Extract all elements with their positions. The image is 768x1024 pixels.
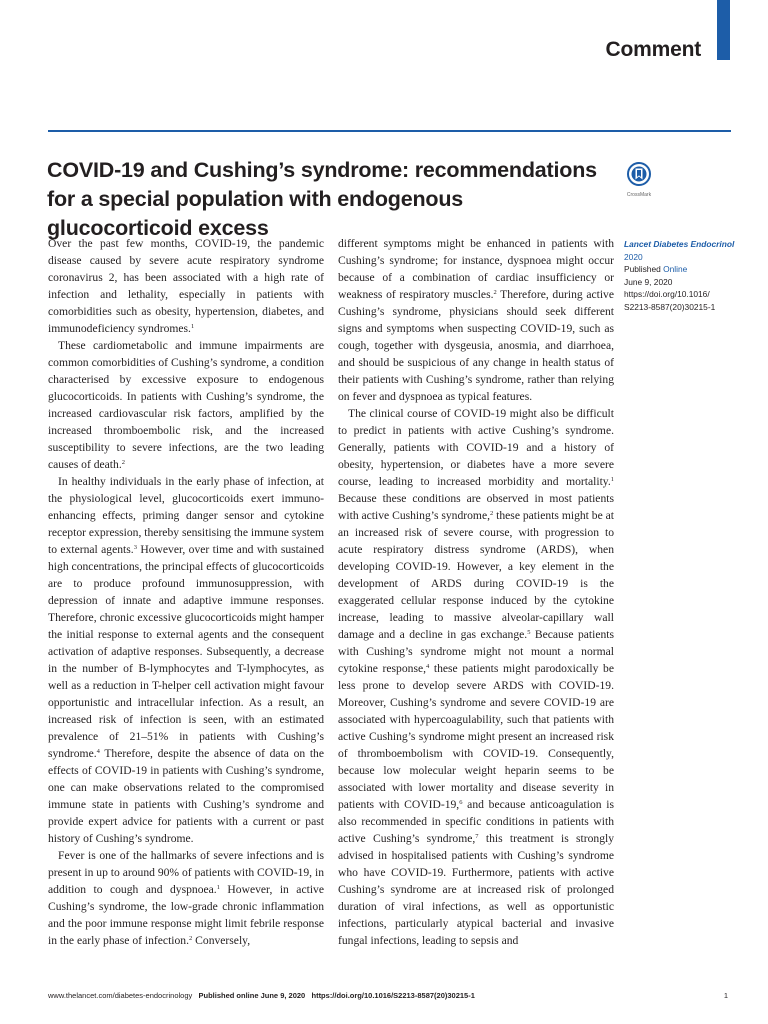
article-title: COVID-19 and Cushing’s syndrome: recommendations for a special population with endogenous glucocorticoid excess [47, 158, 597, 240]
published-prefix: Published [624, 264, 664, 274]
body-column-left [48, 235, 324, 949]
paragraph: These cardiometabolic and immune impairments are common comorbidities of Cushing’s syndrome, a condition characterised by excessive exposure to endogenous glucocorticoids. In patients with Cushing’s syndrome, the increased cardiovascular risk factors, amplified by the increased thromboembolic risk, and the increased susceptibility to severe infections, are the two leading causes of death.$^2$ [48, 339, 324, 471]
section-color-tab [717, 0, 730, 60]
footer-published: Published online June 9, 2020 [198, 991, 306, 1000]
journal-name: Lancet Diabetes Endocrinol [624, 239, 735, 249]
footer-url[interactable]: www.thelancet.com/diabetes-endocrinology [48, 991, 193, 1000]
paragraph: In healthy individuals in the early phase of infection, at the physiological level, glucocorticoids exert immuno-enhancing effects, priming danger sensor and cytokine receptor expression, thereby sensitising the immune system to external agents.$^3$ However, over time and with sustained high concentrations, the principal effects of glucocorticoids are to produce profound immunosuppression, with depression of innate and adaptive immune responses. Therefore, chronic excessive glucocorticoids might hamper the initial response to external agents and the consequent activation of adaptive responses. Subsequently, a decrease in the number of B-lymphocytes and T-lymphocytes, as well as a reduction in T-helper cell activation might favour opportunistic and intracellular infection. As a result, an increased risk of infection is seen, with an estimated prevalence of 21–51% in patients with Cushing’s syndrome.$^4$ Therefore, despite the absence of data on the effects of COVID-19 in patients with Cushing’s syndrome, one can make observations related to the compromised immune state in patients with Cushing’s syndrome and provide expert advice for patients with a current or past history of Cushing’s syndrome. [48, 475, 324, 845]
crossmark-icon [627, 162, 651, 186]
crossmark-label: CrossMark [626, 192, 652, 198]
paragraph: Over the past few months, COVID-19, the pandemic disease caused by severe acute respiratory syndrome coronavirus 2, has been associated with a high rate of infection and lethality, especially in patients with comorbidities such as obesity, hypertension, diabetes, and immunodeficiency syndromes.$^1$ [48, 237, 324, 335]
paragraph: different symptoms might be enhanced in patients with Cushing’s syndrome; for instance, dyspnoea might occur because of a combination of cardiac insufficiency or weakness of respiratory muscles.$^2$ Therefore, during active Cushing’s syndrome, physicians should seek different signs and symptoms when suspecting COVID-19, such as cough, together with dysgeusia, anosmia, and diarrhoea, and should be suspicious of any change in health status of their patients with Cushing’s syndrome, rather than relying on fever and dyspnoea as typical features. [338, 237, 614, 403]
body-column-middle [338, 235, 614, 949]
footer-doi[interactable]: https://doi.org/10.1016/S2213-8587(20)30215-1 [311, 991, 475, 1000]
online-link[interactable]: Online [663, 264, 688, 274]
article-metadata [624, 238, 744, 313]
page-number: 1 [723, 991, 728, 1000]
doi-link-line1[interactable]: https://doi.org/10.1016/ [624, 289, 710, 299]
paragraph: Fever is one of the hallmarks of severe infections and is present in up to around 90% of patients with COVID-19, in addition to cough and dyspnoea.$^1$ However, in active Cushing’s syndrome, the low-grade chronic inflammation and the poor immune response might limit febrile response in the early phase of infection.$^2$ Conversely, [48, 849, 324, 947]
journal-year: 2020 [624, 251, 643, 262]
section-label: Comment [605, 38, 701, 61]
page-footer [48, 991, 728, 1000]
doi-link-line2[interactable]: S2213-8587(20)30215-1 [624, 301, 716, 312]
header-rule [48, 130, 731, 132]
paragraph: The clinical course of COVID-19 might also be difficult to predict in patients with active Cushing’s syndrome. Generally, patients with COVID-19 and a history of obesity, hypertension, or diabetes have a more severe course, leading to increased morbidity and mortality.$^1$ Because these conditions are observed in most patients with active Cushing’s syndrome,$^2$ these patients might be at an increased risk of severe course, with progression to acute respiratory distress syndrome (ARDS), when developing COVID-19. However, a key element in the development of ARDS during COVID-19 is the exaggerated cellular response induced by the cytokine increase, leading to massive alveolar-capillary wall damage and a decline in gas exchange.$^5$ Because patients with Cushing’s syndrome might not mount a normal cytokine response,$^4$ these patients might parodoxically be less prone to develop severe ARDS with COVID-19. Moreover, Cushing’s syndrome and severe COVID-19 are associated with hypercoagulability, such that patients with active Cushing’s syndrome might present an increased risk of thromboembolism with COVID-19. Consequently, because low molecular weight heparin seems to be associated with lower mortality and disease severity in patients with COVID-19,$^6$ and because anticoagulation is also recommended in specific conditions in patients with active Cushing’s syndrome,$^7$ this treatment is strongly advised in hospitalised patients with Cushing’s syndrome who have COVID-19. Furthermore, patients with active Cushing’s syndrome are at increased risk of prolonged duration of viral infections, as well as opportunistic infections, particularly atypical bacterial and invasive fungal infections, leading to sepsis and [338, 407, 615, 947]
crossmark-badge[interactable] [624, 162, 654, 198]
publish-date: June 9, 2020 [624, 276, 673, 287]
